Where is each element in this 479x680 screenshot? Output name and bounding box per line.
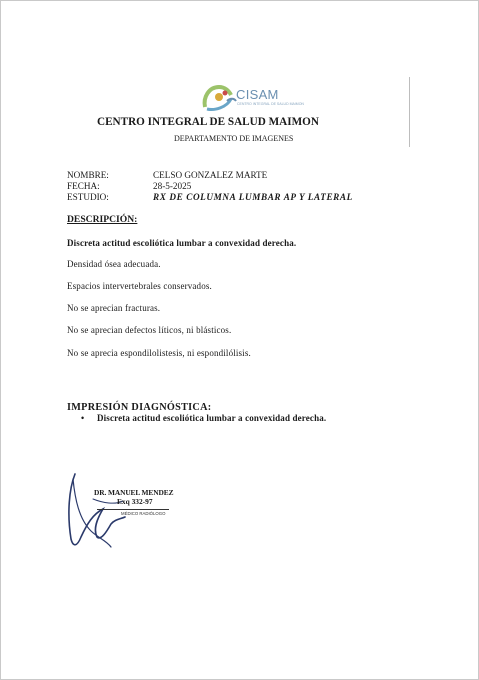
- doctor-name: DR. MANUEL MENDEZ: [94, 488, 174, 497]
- description-heading: DESCRIPCIÓN:: [67, 214, 138, 225]
- doctor-role: MÉDICO RADIÓLOGO: [121, 511, 166, 516]
- field-label: ESTUDIO:: [67, 192, 109, 202]
- impression-text: Discreta actitud escoliótica lumbar a convexidad derecha.: [97, 413, 327, 423]
- cisam-logo: [201, 81, 304, 113]
- impression-item: [81, 413, 326, 423]
- date-row: [67, 181, 353, 192]
- institution-title: CENTRO INTEGRAL DE SALUD MAIMON: [97, 116, 319, 128]
- exam-date: 28-5-2025: [153, 181, 192, 191]
- field-label: NOMBRE:: [67, 170, 109, 180]
- finding-paragraph: No se aprecian fracturas.: [67, 303, 161, 313]
- patient-name-row: [67, 170, 353, 181]
- logo-subtext: CENTRO INTEGRAL DE SALUD MAIMON: [237, 102, 304, 106]
- field-label: FECHA:: [67, 181, 100, 191]
- logo-text: CISAM: [236, 87, 279, 102]
- patient-info: [67, 170, 353, 203]
- study-row: [67, 192, 353, 203]
- doctor-exequatur: Exq 332-97: [117, 497, 153, 506]
- bullet-icon: •: [81, 413, 85, 423]
- study-name: RX DE COLUMNA LUMBAR AP Y LATERAL: [153, 192, 353, 202]
- department-subtitle: DEPARTAMENTO DE IMAGENES: [174, 134, 294, 143]
- logo-emblem-icon: [201, 81, 241, 113]
- margin-line: [409, 77, 410, 147]
- finding-paragraph: No se aprecia espondilolistesis, ni espondilólisis.: [67, 348, 251, 358]
- stamp-divider: [97, 509, 169, 510]
- patient-name: CELSO GONZALEZ MARTE: [153, 170, 268, 180]
- finding-paragraph: Espacios intervertebrales conservados.: [67, 281, 212, 291]
- finding-paragraph: Discreta actitud escoliótica lumbar a convexidad derecha.: [67, 238, 297, 248]
- finding-paragraph: Densidad ósea adecuada.: [67, 259, 161, 269]
- impression-heading: IMPRESIÓN DIAGNÓSTICA:: [67, 402, 212, 413]
- finding-paragraph: No se aprecian defectos líticos, ni blásticos.: [67, 325, 232, 335]
